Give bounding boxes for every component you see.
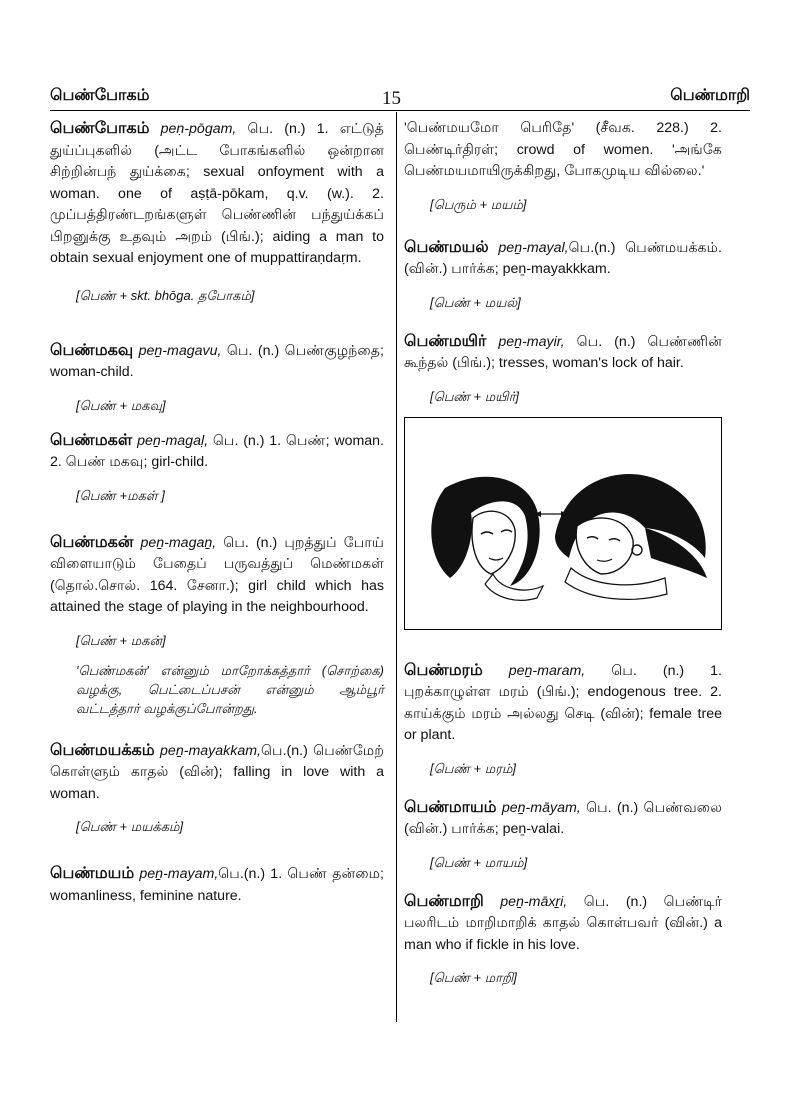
entry <box>404 797 722 873</box>
transliteration: peṉ-mayir, <box>498 333 565 350</box>
headword: பெண்மரம் <box>404 661 483 679</box>
entry-continuation <box>404 118 722 215</box>
etymology: [பெண் +மகள் ] <box>76 487 165 503</box>
entry <box>404 331 722 407</box>
transliteration: peṉ-māxṟi, <box>500 893 568 910</box>
definition: பெ. (n.) பெண்குழந்தை; woman-child. <box>50 342 384 380</box>
definition: பெ.(n.) பெண்மயக்கம். (வின்.) பார்க்க; peṉ-mayakkkam. <box>404 239 722 277</box>
transliteration: peṉ-mayal, <box>498 239 569 256</box>
headword: பெண்மகவு <box>50 341 134 359</box>
headword: பெண்மயக்கம் <box>50 741 155 759</box>
headword: பெண்மாறி <box>404 892 484 910</box>
definition: பெ.(n.) 1. பெண் தன்மை; womanliness, feminine nature. <box>50 866 384 904</box>
transliteration: peṉ-magaḷ, <box>137 432 209 449</box>
etymology: [பெண் + மரம்] <box>430 760 517 776</box>
etymology: [பெண் + மாறி] <box>430 970 517 985</box>
two-women-illustration <box>405 418 720 628</box>
right-column <box>404 118 722 988</box>
definition: பெ. (n.) 1. பெண்; woman. 2. பெண் மகவு; girl-child. <box>50 432 384 470</box>
entry <box>50 430 384 506</box>
definition: பெ. (n.) 1. எட்டுத் துய்ப்புகளில் (அட்ட போகங்களில் ஒன்றான சிற்றின்பந் துய்க்கை; sexual onfoyment with a woman. one of aṣṭā-pōkam, q.v. (w.). 2. முப்பத்திரண்டறங்களுள் பெண்ணின் பந்துய்க்கப் பிறனுக்கு உதவும் அறம் (பிங்.); aiding a man to obtain sexual enjoyment one of muppattiraṇdaṛm. <box>50 121 384 266</box>
header-rule <box>50 110 750 111</box>
etymology: [பெண் + மயல்] <box>430 294 521 310</box>
page-number: 15 <box>382 88 401 109</box>
transliteration: peṉ-magavu, <box>138 342 222 359</box>
entry <box>50 740 384 838</box>
transliteration: peṉ-mayam, <box>139 866 219 882</box>
headword: பெண்மகன் <box>50 533 134 551</box>
headword: பெண்போகம் <box>50 120 150 137</box>
header-left-headword: பெண்போகம் <box>50 87 150 104</box>
etymology: [பெண் + மகன்] <box>76 632 166 648</box>
definition: பெ. (n.) பெண்டிர் பலரிடம் மாறிமாறிக் காதல் கொள்பவர் (வின்.) a man who if fickle in his love. <box>404 893 722 953</box>
etymology: [பெண் + மயிர்] <box>430 388 519 404</box>
transliteration: peṉ-mayakkam, <box>160 742 261 759</box>
headword: பெண்மாயம் <box>404 798 497 816</box>
header-right-headword: பெண்மாறி <box>670 87 750 104</box>
page-header <box>50 80 750 110</box>
etymology: [பெண் + மகவு] <box>76 397 166 413</box>
entry <box>404 891 722 989</box>
illustration-box <box>404 417 722 630</box>
entry <box>50 118 384 306</box>
entry <box>404 660 722 779</box>
entry <box>50 532 384 718</box>
etymology: [பெண் + மயக்கம்] <box>76 819 184 834</box>
definition: பெ. (n.) பெண்ணின் கூந்தல் (பிங்.); tresses, woman's lock of hair. <box>404 333 722 371</box>
usage-note: 'பெண்மகன்' என்னும் மாறோக்கத்தார் (சொற்கை) வழக்கு, பெட்டைப்பசன் என்னும் ஆம்பூர் வட்டத்தார் வழக்குப்போன்றது. <box>76 662 384 716</box>
etymology: [பெண் + skt. bhōga. தபோகம்] <box>76 287 255 303</box>
definition: பெ.(n.) பெண்மேற் கொள்ளும் காதல் (வின்); falling in love with a woman. <box>50 742 384 802</box>
definition: 'பெண்மயமோ பெரிதே' (சீவக. 228.) 2. பெண்டிர்திரள்; crowd of women. 'அங்கே பெண்மயமாயிருக்கிறது, போகமுடிய வில்லை.' <box>404 120 722 179</box>
transliteration: peṇ-pōgam, <box>160 121 237 137</box>
headword: பெண்மயிர் <box>404 332 487 350</box>
headword: பெண்மயல் <box>404 238 489 256</box>
transliteration: peṉ-māyam, <box>501 799 581 816</box>
headword: பெண்மகள் <box>50 431 133 449</box>
entry <box>50 863 384 907</box>
transliteration: peṉ-magaṉ, <box>140 534 217 551</box>
left-column <box>50 118 384 907</box>
entry <box>50 340 384 416</box>
column-divider <box>396 112 397 1022</box>
definition: பெ. (n.) பெண்வலை (வின்.) பார்க்க; peṉ-valai. <box>404 799 722 837</box>
headword: பெண்மயம் <box>50 865 135 882</box>
entry <box>404 237 722 313</box>
etymology: [பெரும் + மயம்] <box>430 196 527 212</box>
definition: பெ. (n.) புறத்துப் போய் விளையாடும் பேதைப் பருவத்துப் மெண்மகள் (தொல்.சொல். 164. சேனா.); girl child which has attained the stage of playing in the neighbourhood. <box>50 534 384 615</box>
definition: பெ. (n.) 1. புறக்காழுள்ள மரம் (பிங்.); endogenous tree. 2. காய்க்கும் மரம் அல்லது செடி (வின்); female tree or plant. <box>404 662 722 743</box>
transliteration: peṉ-maram, <box>508 662 586 679</box>
etymology: [பெண் + மாயம்] <box>430 854 528 870</box>
